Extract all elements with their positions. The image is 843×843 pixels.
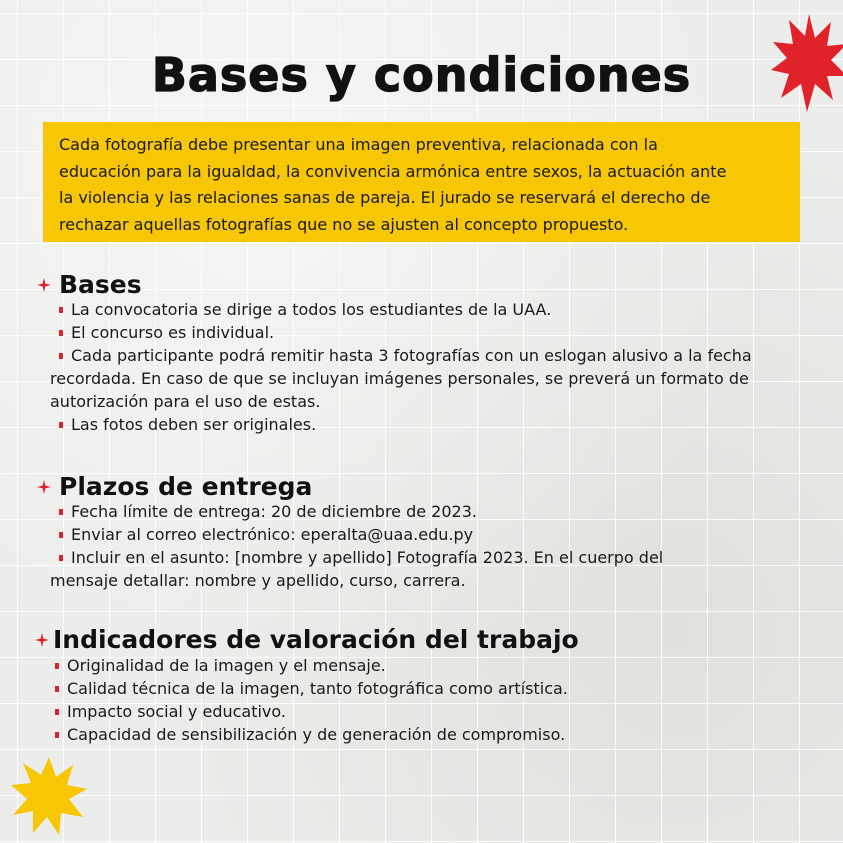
plazos-heading: Plazos de entrega bbox=[59, 472, 313, 501]
list-item: Impacto social y educativo. bbox=[55, 700, 568, 723]
list-item: Fecha límite de entrega: 20 de diciembre de 2023. bbox=[59, 500, 663, 523]
sparkle-icon bbox=[37, 278, 51, 292]
section-heading bbox=[37, 269, 142, 301]
list-item: El concurso es individual. bbox=[59, 321, 752, 344]
list-item: La convocatoria se dirige a todos los estudiantes de la UAA. bbox=[59, 298, 752, 321]
list-item: Originalidad de la imagen y el mensaje. bbox=[55, 654, 568, 677]
intro-box bbox=[43, 122, 800, 242]
list-item-continuation: autorización para el uso de estas. bbox=[50, 392, 321, 411]
section-heading bbox=[35, 624, 579, 656]
bullet-icon bbox=[59, 532, 63, 538]
list-item: Enviar al correo electrónico: eperalta@uaa.edu.py bbox=[59, 523, 663, 546]
bullet-icon bbox=[59, 330, 63, 336]
sparkle-icon bbox=[37, 480, 51, 494]
list-item: Calidad técnica de la imagen, tanto fotográfica como artística. bbox=[55, 677, 568, 700]
bullet-icon bbox=[59, 422, 63, 428]
bullet-icon bbox=[55, 663, 59, 669]
list-item-continuation: mensaje detallar: nombre y apellido, curso, carrera. bbox=[50, 571, 466, 590]
bullet-icon bbox=[59, 509, 63, 515]
yellow-starburst-icon bbox=[11, 757, 87, 835]
bullet-icon bbox=[55, 732, 59, 738]
list-item: Las fotos deben ser originales. bbox=[59, 413, 752, 436]
list-item: Capacidad de sensibilización y de generación de compromiso. bbox=[55, 723, 568, 746]
bullet-icon bbox=[59, 555, 63, 561]
bases-heading: Bases bbox=[59, 270, 142, 299]
list-item-continuation: recordada. En caso de que se incluyan imágenes personales, se preverá un formato de bbox=[50, 369, 749, 388]
intro-line: la violencia y las relaciones sanas de pareja. El jurado se reservará el derecho de bbox=[59, 188, 711, 207]
intro-line: Cada fotografía debe presentar una imagen preventiva, relacionada con la bbox=[59, 135, 658, 154]
intro-line: educación para la igualdad, la convivencia armónica entre sexos, la actuación ante bbox=[59, 161, 727, 181]
list-item: Incluir en el asunto: [nombre y apellido] Fotografía 2023. En el cuerpo del bbox=[59, 546, 663, 569]
intro-line: rechazar aquellas fotografías que no se ajusten al concepto propuesto. bbox=[59, 214, 629, 234]
bullet-icon bbox=[55, 686, 59, 692]
bases-list bbox=[50, 298, 752, 436]
indicadores-heading: Indicadores de valoración del trabajo bbox=[53, 625, 579, 654]
list-item: Cada participante podrá remitir hasta 3 fotografías con un eslogan alusivo a la fecha bbox=[59, 344, 752, 367]
bullet-icon bbox=[59, 307, 63, 313]
indicadores-list bbox=[55, 654, 568, 746]
bullet-icon bbox=[59, 353, 63, 359]
section-heading bbox=[37, 471, 312, 503]
sparkle-icon bbox=[35, 633, 49, 647]
page-title: Bases y condiciones bbox=[151, 48, 692, 102]
plazos-list bbox=[50, 500, 664, 592]
bullet-icon bbox=[55, 709, 59, 715]
